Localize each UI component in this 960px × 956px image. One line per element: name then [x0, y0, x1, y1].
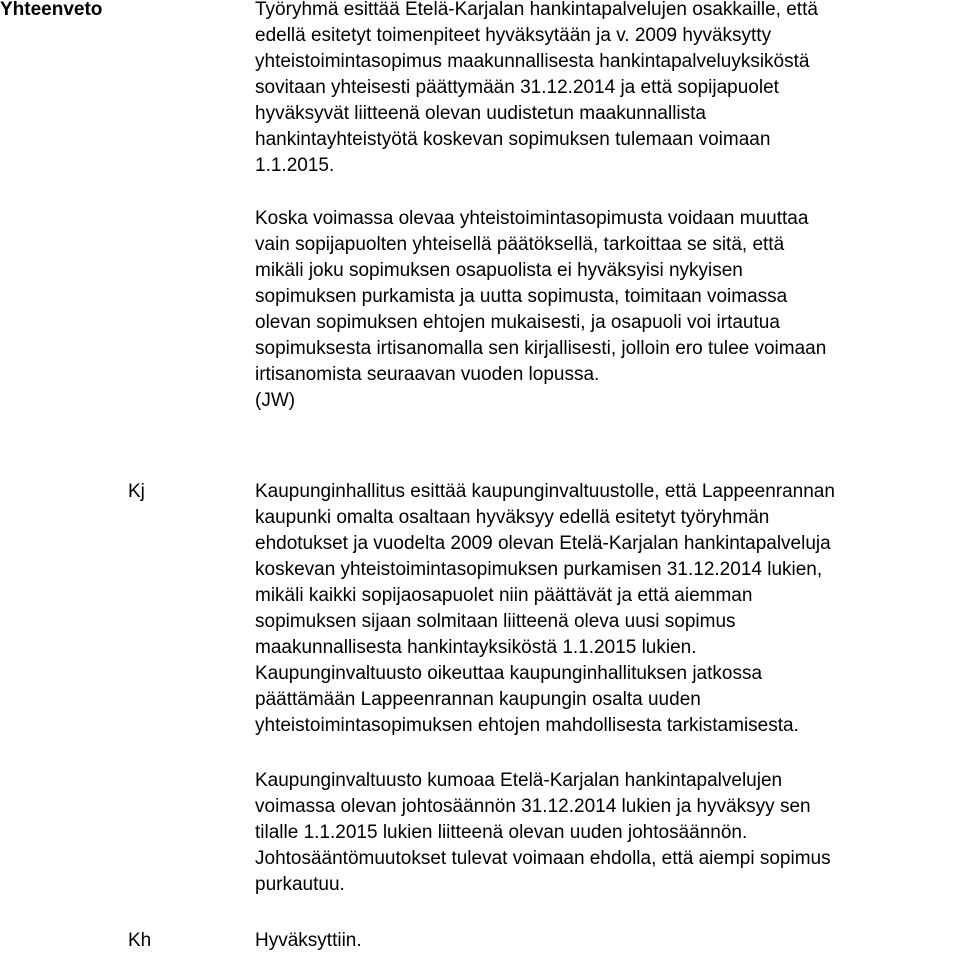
kj-paragraph-2: Kaupunginvaltuusto kumoaa Etelä-Karjalan hankintapalvelujen voimassa olevan johtosäännön 31.12.2014 lukien ja hyväksyy sen tilalle 1.1.2015 lukien liitteenä olevan uuden johtosäännön. Johtosääntömuutokset tulevat voimaan ehdolla, että aiempi sopimus purkautuu. — [255, 770, 831, 895]
kh-decision: Hyväksyttiin. — [255, 930, 362, 951]
kh-label: Kh — [128, 930, 152, 951]
summary-paragraph-1: Työryhmä esittää Etelä-Karjalan hankintapalvelujen osakkaille, että edellä esitetyt toimenpiteet hyväksytään ja v. 2009 hyväksytty yhteistoimintasopimus maakunnallisesta hankintapalveluyksiköstä sovitaan yhteisesti päättymään 31.12.2014 ja että sopijapuolet hyväksyvät liitteenä olevan uudistetun maakunnallista hankintayhteistyötä koskevan sopimuksen tulemaan voimaan 1.1.2015. — [255, 0, 818, 176]
kj-label: Kj — [128, 481, 145, 502]
kj-paragraph-1: Kaupunginhallitus esittää kaupunginvaltuustolle, että Lappeenrannan kaupunki omalta osaltaan hyväksyy edellä esitetyt työryhmän ehdotukset ja vuodelta 2009 olevan Etelä-Karjalan hankintapalveluja koskevan yhteistoimintasopimuksen purkamisen 31.12.2014 lukien, mikäli kaikki sopijaosapuolet niin päättävät ja että aiemman sopimuksen sijaan solmitaan liitteenä oleva uusi sopimus maakunnallisesta hankintayksiköstä 1.1.2015 lukien. Kaupunginvaltuusto oikeuttaa kaupunginhallituksen jatkossa päättämään Lappeenrannan kaupungin osalta uuden yhteistoimintasopimuksen ehtojen mahdollisesta tarkistamisesta. — [255, 481, 835, 736]
summary-paragraph-2: Koska voimassa olevaa yhteistoimintasopimusta voidaan muuttaa vain sopijapuolten yhteisellä päätöksellä, tarkoittaa se sitä, että mikäli joku sopimuksen osapuolista ei hyväksyisi nykyisen sopimuksen purkamista ja uutta sopimusta, toimitaan voimassa olevan sopimuksen ehtojen mukaisesti, ja osapuoli voi irtautua sopimuksesta irtisanomalla sen kirjallisesti, jolloin ero tulee voimaan irtisanomista seuraavan vuoden lopussa. (JW) — [255, 208, 827, 411]
summary-heading: Yhteenveto — [0, 0, 103, 20]
